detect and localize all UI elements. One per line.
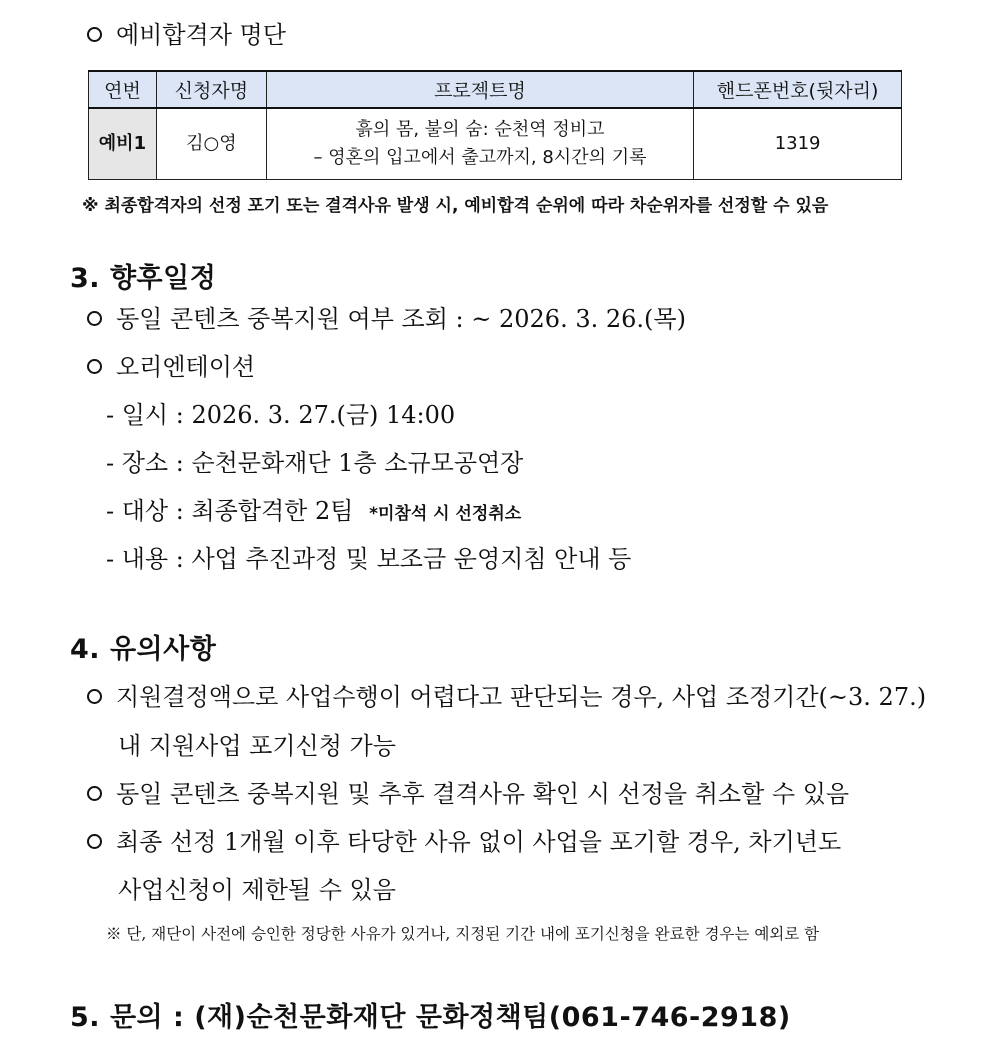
project-line-2: – 영혼의 입고에서 출고까지, 8시간의 기록: [313, 147, 647, 168]
reserve-note: ※ 최종합격자의 선정 포기 또는 결격사유 발생 시, 예비합격 순위에 따라 차순위자를 선정할 수 있음: [82, 196, 829, 216]
bullet-text: 동일 콘텐츠 중복지원 및 추후 결격사유 확인 시 선정을 취소할 수 있음: [116, 780, 850, 808]
cell-phone: 1319: [694, 108, 902, 180]
bullet-text: 지원결정액으로 사업수행이 어렵다고 판단되는 경우, 사업 조정기간(~3. 27.): [116, 683, 927, 711]
section3-heading: 3. 향후일정: [70, 263, 217, 294]
orientation-content: - 내용 : 사업 추진과정 및 보조금 운영지침 안내 등: [106, 545, 632, 573]
reserve-title-row: [87, 18, 286, 52]
header-name: 신청자명: [156, 71, 266, 108]
header-phone: 핸드폰번호(뒷자리): [694, 71, 902, 108]
reserve-table: [88, 70, 902, 180]
circle-bullet-icon: [87, 834, 102, 849]
circle-bullet-icon: [87, 786, 102, 801]
bullet-text: 최종 선정 1개월 이후 타당한 사유 없이 사업을 포기할 경우, 차기년도: [116, 828, 842, 856]
section5-heading: 5. 문의 : (재)순천문화재단 문화정책팀(061-746-2918): [70, 1002, 791, 1033]
section4-bullet-2: [87, 777, 849, 811]
bullet-text: 오리엔테이션: [116, 353, 256, 381]
section4-bullet-1-cont: 내 지원사업 포기신청 가능: [118, 732, 396, 760]
circle-bullet-icon: [87, 359, 102, 374]
circle-bullet-icon: [87, 27, 102, 42]
section4-bullet-3-cont: 사업신청이 제한될 수 있음: [118, 876, 396, 904]
reserve-title: 예비합격자 명단: [116, 21, 286, 49]
table-header-row: [89, 71, 902, 108]
orientation-date: - 일시 : 2026. 3. 27.(금) 14:00: [106, 401, 456, 429]
header-project: 프로젝트명: [266, 71, 693, 108]
section4-bullet-1: [87, 680, 926, 714]
cell-project: [266, 108, 693, 180]
orientation-target: [106, 494, 521, 531]
section4-bullet-3: [87, 825, 841, 859]
header-no: 연번: [89, 71, 157, 108]
project-line-1: 흙의 몸, 불의 숨: 순천역 정비고: [355, 119, 605, 140]
target-note: *미참석 시 선정취소: [369, 504, 522, 524]
section4-note: ※ 단, 재단이 사전에 승인한 정당한 사유가 있거나, 지정된 기간 내에 포기신청을 완료한 경우는 예외로 함: [106, 925, 820, 943]
cell-name: 김○영: [156, 108, 266, 180]
section3-bullet-1: [87, 302, 686, 336]
circle-bullet-icon: [87, 689, 102, 704]
orientation-place: - 장소 : 순천문화재단 1층 소규모공연장: [106, 449, 524, 477]
bullet-text: 동일 콘텐츠 중복지원 여부 조회 : ~ 2026. 3. 26.(목): [116, 305, 686, 333]
circle-bullet-icon: [87, 311, 102, 326]
table-row: [89, 108, 902, 180]
cell-no: 예비1: [89, 108, 157, 180]
section4-heading: 4. 유의사항: [70, 634, 217, 665]
target-text: - 대상 : 최종합격한 2팀: [106, 497, 354, 525]
section3-bullet-2: [87, 350, 255, 384]
